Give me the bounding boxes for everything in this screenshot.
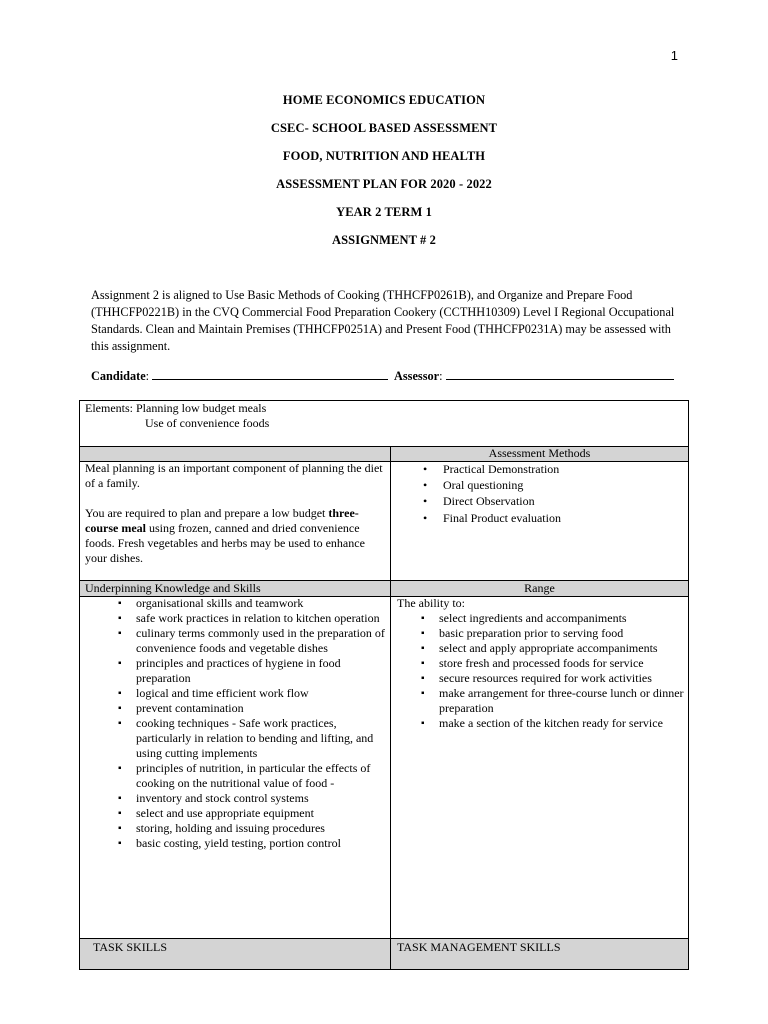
document-heading [0,92,768,260]
assessment-methods-cell [391,462,688,526]
list-item: ▪ storing, holding and issuing procedures [80,821,385,836]
description-p2-before: You are required to plan and prepare a low budget [85,506,329,520]
range-list [397,611,687,731]
assessor-label: Assessor [394,369,440,383]
list-item: ▪ basic costing, yield testing, portion control [80,836,385,851]
elements-cell [85,401,685,431]
intro-paragraph: Assignment 2 is aligned to Use Basic Methods of Cooking (THHCFP0261B), and Organize and Prepare Food (THHCFP0221B) in the CVQ Commercial Food Preparation Cookery (CCTHH10309) Level I Regional Occupational Standards. Clean and Maintain Premises (THHCFP0251A) and Present Food (THHCFP0231A) may be assessed with this assignment. [91,288,675,353]
heading-year-term: YEAR 2 TERM 1 [336,205,432,219]
elements-label: Elements: Planning low budget meals [85,401,267,415]
task-management-header: TASK MANAGEMENT SKILLS [397,940,561,954]
page-number: 1 [670,48,678,63]
candidate-field[interactable]: Candidate: [91,369,388,384]
list-item: ▪ organisational skills and teamwork [80,596,385,611]
list-item: ▪ basic preparation prior to serving food [397,626,687,641]
list-item: ▪ store fresh and processed foods for service [397,656,687,671]
range-header: Range [524,581,555,595]
heading-assessment-type: CSEC- SCHOOL BASED ASSESSMENT [270,121,498,135]
list-item: ▪ principles and practices of hygiene in food preparation [80,656,385,686]
candidate-label: Candidate [91,369,146,383]
heading-plan: ASSESSMENT PLAN FOR 2020 - 2022 [276,177,492,191]
heading-subject: FOOD, NUTRITION AND HEALTH [282,149,486,163]
description-cell [85,461,385,566]
list-item: ▪ safe work practices in relation to kitchen operation [80,611,385,626]
list-item: • Practical Demonstration [391,462,688,477]
task-skills-header: TASK SKILLS [93,940,168,954]
list-item: ▪ inventory and stock control systems [80,791,385,806]
list-item: • Final Product evaluation [391,511,688,526]
list-item: ▪ prevent contamination [80,701,385,716]
list-item: ▪ make a section of the kitchen ready for service [397,716,687,731]
list-item: ▪ logical and time efficient work flow [80,686,385,701]
candidate-line[interactable] [152,369,388,380]
list-item: ▪ secure resources required for work activities [397,671,687,686]
range-cell [397,596,687,731]
list-item: • Direct Observation [391,494,688,509]
list-item: ▪ make arrangement for three-course lunch or dinner preparation [397,686,687,716]
underpinning-header: Underpinning Knowledge and Skills [85,581,261,595]
range-intro: The ability to: [397,596,465,610]
heading-assignment: ASSIGNMENT # 2 [332,233,436,247]
description-p1: Meal planning is an important component of planning the diet of a family. [85,461,383,490]
description-p2-bold: three-course meal [85,506,359,535]
description-p2 [85,506,385,566]
list-item: ▪ culinary terms commonly used in the preparation of convenience foods and vegetable dishes [80,626,385,656]
assessment-methods-header: Assessment Methods [488,446,591,460]
list-item: ▪ select and use appropriate equipment [80,806,385,821]
underpinning-cell [80,596,385,851]
assessment-table [79,400,689,970]
list-item: • Oral questioning [391,478,688,493]
assessor-field[interactable]: Assessor: [394,369,674,384]
assessment-methods-list [391,462,688,526]
list-item: ▪ select and apply appropriate accompaniments [397,641,687,656]
elements-second: Use of convenience foods [145,416,270,430]
list-item: ▪ principles of nutrition, in particular the effects of cooking on the nutritional value of food - [80,761,385,791]
list-item: ▪ cooking techniques - Safe work practices, particularly in relation to bending and lifting, and using cutting implements [80,716,385,761]
list-item: ▪ select ingredients and accompaniments [397,611,687,626]
description-p2-after: using frozen, canned and dried convenience foods. Fresh vegetables and herbs may be used to enhance your dishes. [85,521,365,565]
heading-department: HOME ECONOMICS EDUCATION [282,93,486,107]
underpinning-list [80,596,385,851]
assessor-line[interactable] [446,369,674,380]
